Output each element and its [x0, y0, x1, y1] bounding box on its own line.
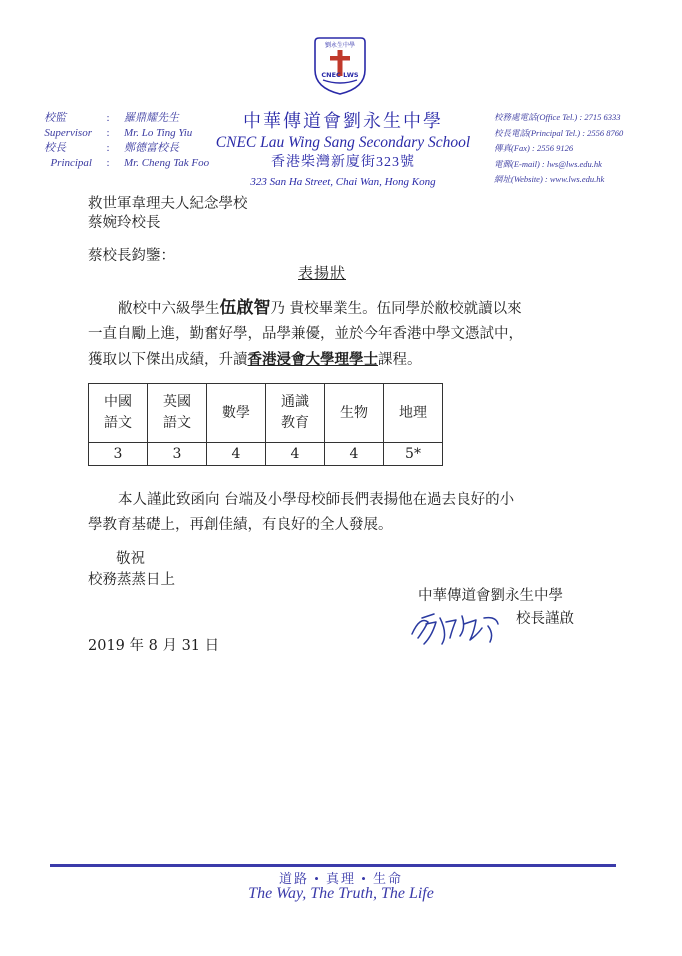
subject-cell [148, 384, 207, 443]
motto-zh: 道路 • 真理 • 生命 [278, 871, 404, 886]
results-table [88, 383, 443, 466]
subject-line: 中國 [104, 394, 132, 410]
supervisor-name-zh: 羅鼎耀先生 [124, 112, 179, 124]
table-header-row [89, 384, 443, 443]
contact-email: 電郵(E-mail) : lws@lws.edu.hk [494, 158, 602, 169]
subject-line: 通識 [281, 394, 309, 410]
paragraph-1 [88, 296, 588, 373]
p1-text-a: 敝校中六級學生 [118, 301, 220, 317]
subject-cell [207, 384, 266, 443]
supervisor-label-en: Supervisor [44, 127, 92, 139]
programme-name: 香港浸會大學理學士 [247, 351, 378, 368]
principal-label-zh: 校長 [44, 142, 66, 154]
subject-line: 語文 [104, 415, 132, 431]
school-logo [311, 36, 369, 96]
motto-en: The Way, The Truth, The Life [248, 885, 434, 902]
grade-cell: 4 [266, 443, 325, 466]
grade-cell: 3 [89, 443, 148, 466]
logo-text-top: 劉永生中學 [324, 42, 356, 49]
table-grade-row [89, 443, 443, 466]
contact-principal-tel: 校長電話(Principal Tel.) : 2556 8760 [494, 127, 624, 138]
paragraph-2-line-2: 學教育基礎上，再創佳績，有良好的全人發展。 [88, 517, 393, 533]
p1-line3-b: 課程。 [378, 352, 422, 368]
subject-line: 數學 [222, 404, 250, 421]
p1-text-b: 乃 貴校畢業生。伍同學於敝校就讀以來 [270, 301, 522, 317]
paragraph-2 [88, 488, 588, 538]
p1-line3-a: 獲取以下傑出成績，升讀 [88, 352, 248, 368]
salutation: 蔡校長鈞鑒： [88, 248, 175, 264]
supervisor-name-en: Mr. Lo Ting Yiu [124, 127, 193, 139]
principal-name-en: Mr. Cheng Tak Foo [124, 157, 210, 169]
letter-date: 2019 年 8 月 31 日 [88, 638, 220, 654]
subject-line: 生物 [340, 404, 368, 421]
colon: : [106, 127, 110, 139]
closing-greeting: 敬祝 [116, 551, 145, 567]
signature [406, 604, 510, 648]
recipient-name: 蔡婉玲校長 [88, 215, 161, 231]
subject-cell [384, 384, 443, 443]
grade-cell: 3 [148, 443, 207, 466]
subject-line: 教育 [281, 415, 309, 431]
grade-cell: 5* [384, 443, 443, 466]
principal-name-zh: 鄭德富校長 [124, 142, 179, 154]
subject-cell [266, 384, 325, 443]
supervisor-label-zh: 校監 [44, 112, 66, 124]
staff-block [36, 111, 209, 171]
school-name-en: CNEC Lau Wing Sang Secondary School [215, 134, 471, 151]
supervisor-en-row [36, 126, 209, 141]
school-name-zh: 中華傳道會劉永生中學 [243, 111, 443, 131]
colon: : [106, 142, 110, 154]
grade-cell: 4 [325, 443, 384, 466]
school-header [200, 110, 486, 191]
footer-divider [50, 864, 616, 867]
paragraph-1-line-2: 一直自勵上進，勤奮好學，品學兼優，並於今年香港中學文憑試中， [88, 326, 523, 342]
contact-website: 網址(Website) : www.lws.edu.hk [494, 174, 605, 184]
sender-title: 校長謹啟 [516, 611, 574, 627]
subject-cell [325, 384, 384, 443]
supervisor-zh-row [36, 111, 209, 126]
paragraph-2-line-1: 本人謹此致函向 台端及小學母校師長們表揚他在過去良好的小 [118, 492, 515, 508]
colon: : [106, 112, 110, 124]
subject-line: 地理 [399, 404, 427, 421]
letter-title: 表揚狀 [298, 264, 347, 282]
student-name: 伍啟智 [219, 298, 271, 318]
principal-zh-row [36, 141, 209, 156]
subject-line: 語文 [163, 415, 191, 431]
contact-block [494, 110, 623, 188]
address-zh: 香港柴灣新廈街323號 [271, 155, 415, 170]
contact-office-tel: 校務處電話(Office Tel.) : 2715 6333 [494, 112, 621, 122]
paragraph-1-line-3 [88, 347, 588, 373]
subject-line: 英國 [163, 394, 191, 410]
closing-wish: 校務蒸蒸日上 [88, 572, 175, 588]
recipient-school: 救世軍韋理夫人紀念學校 [88, 196, 248, 212]
address-en: 323 San Ha Street, Chai Wan, Hong Kong [250, 176, 436, 188]
colon: : [106, 157, 110, 169]
grade-cell: 4 [207, 443, 266, 466]
paragraph-1-line-1 [88, 296, 588, 322]
sender-school: 中華傳道會劉永生中學 [418, 588, 563, 604]
contact-fax: 傳真(Fax) : 2556 9126 [494, 143, 574, 153]
logo-text-bottom: CNEC LWS [321, 71, 359, 79]
subject-cell [89, 384, 148, 443]
principal-label-en: Principal [50, 157, 92, 169]
principal-en-row [36, 156, 209, 171]
